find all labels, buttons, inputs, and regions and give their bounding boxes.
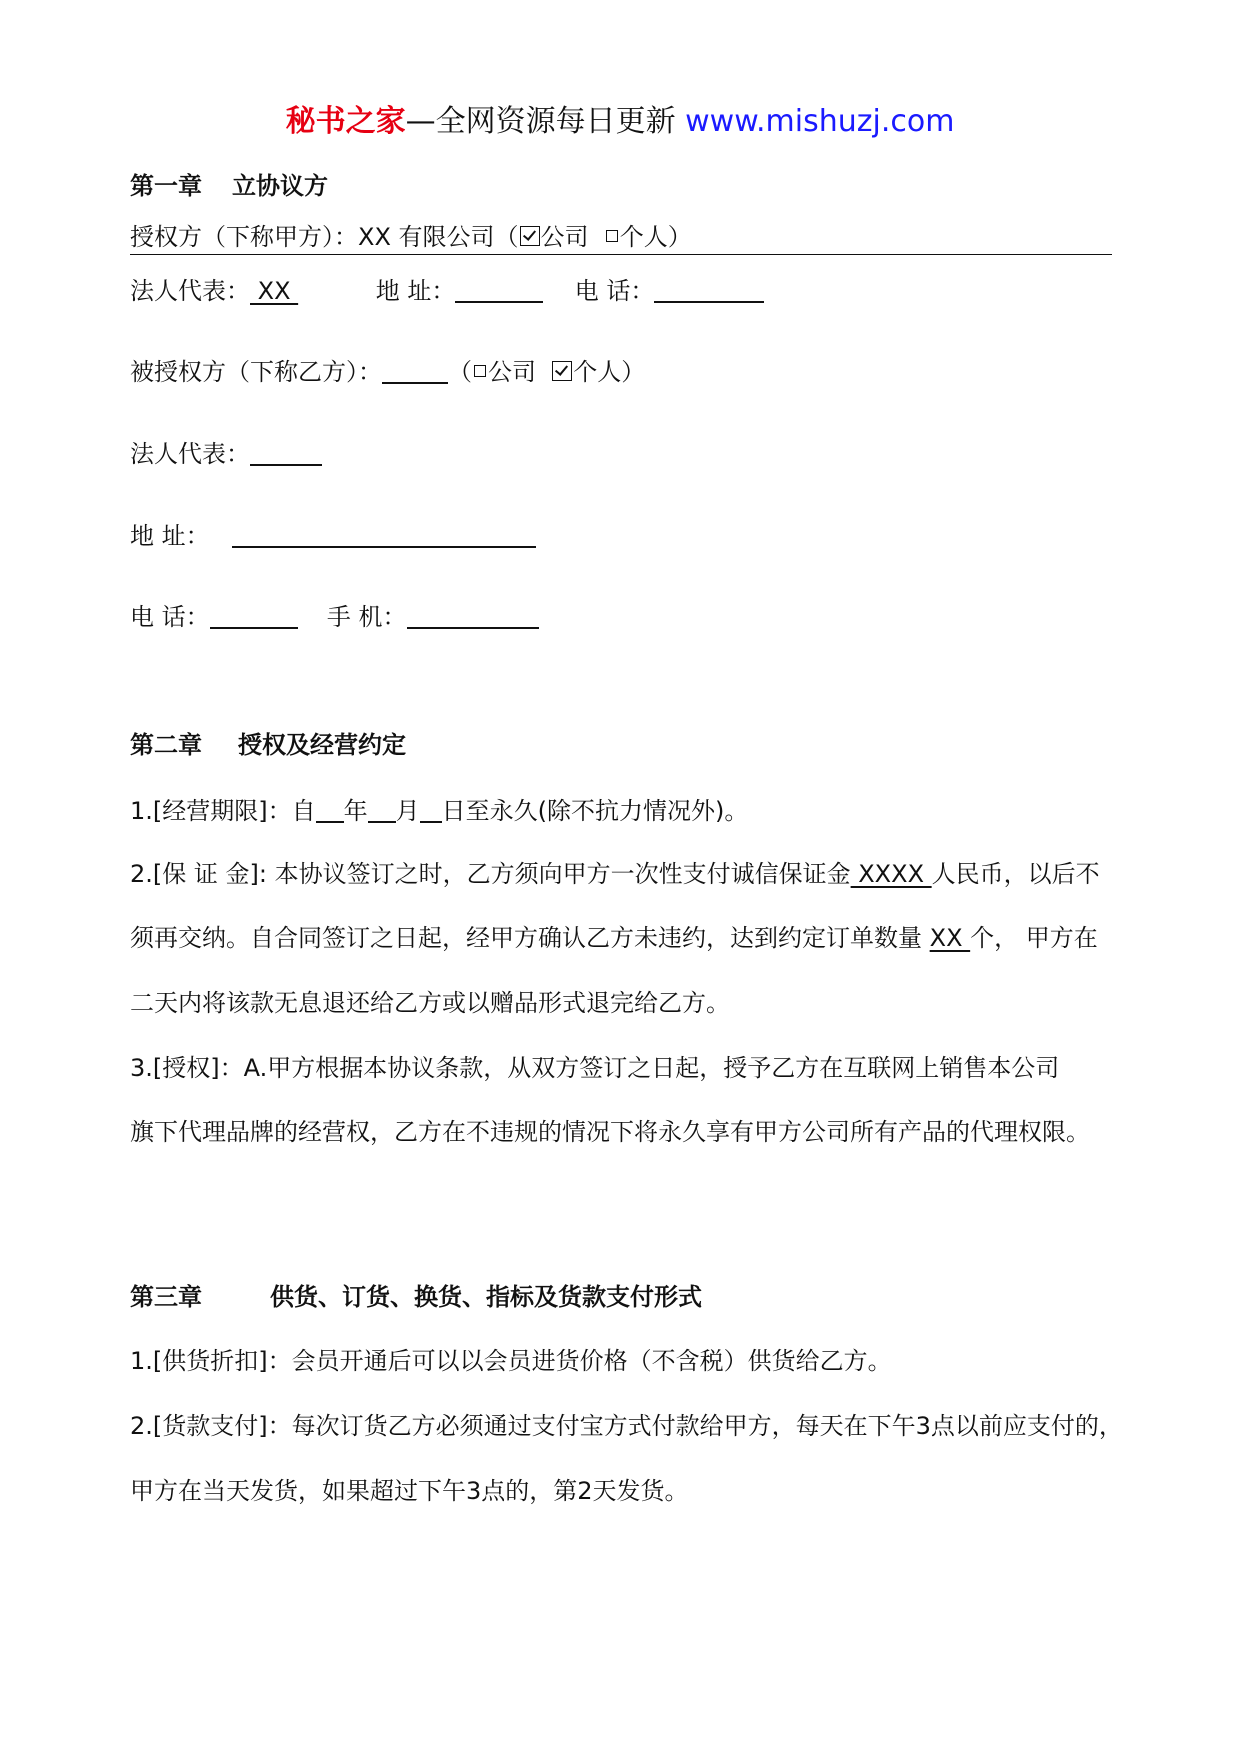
b-legal-rep-blank [250,440,322,466]
b-phone-blank [210,603,298,629]
chapter-1-heading [130,170,328,202]
chapter-2-item-3-line-1: 3.[授权]：A.甲方根据本协议条款，从双方签订之日起，授予乙方在互联网上销售本公司 [130,1054,1060,1082]
unchecked-box-icon [606,230,618,242]
chapter-2-item-2-line-2 [130,922,1098,954]
party-a-person-option: 个人） [619,223,692,251]
b-address-label: 地 址： [130,522,210,550]
legal-rep-label: 法人代表： [130,277,250,305]
phone-blank [654,277,764,303]
address-label: 地 址： [375,277,456,305]
chapter-2-heading [130,729,406,761]
party-a-details-line [130,273,764,307]
divider-line [130,254,1112,255]
address-blank [455,277,543,303]
chapter-3-item-2-line-1: 2.[货款支付]：每次订货乙方必须通过支付宝方式付款给甲方，每天在下午3点以前应支付的， [130,1412,1123,1440]
deposit-text: 2.[保 证 金]: 本协议签订之时，乙方须向甲方一次性支付诚信保证金 [130,860,851,888]
chapter-3-item-2-line-2: 甲方在当天发货，如果超过下午3点的，第2天发货。 [130,1477,689,1505]
party-b-blank [382,358,448,384]
chapter-3-heading [130,1281,702,1313]
chapter-2-item-2-line-3: 二天内将该款无息退还给乙方或以赠品形式退完给乙方。 [130,989,730,1017]
day-blank [420,797,442,823]
unchecked-box-icon [474,365,486,377]
chapter-2-item-2-line-1 [130,858,1100,890]
party-b-legal-rep-line [130,436,322,470]
order-quantity: XX [929,924,971,952]
party-b-person-option: 个人） [573,358,646,386]
checked-box-icon [552,361,572,381]
party-a-line [130,221,692,253]
chapter-1-number: 第一章 [130,172,202,200]
phone-label: 电 话： [574,277,655,305]
month-label: 月 [395,797,420,825]
chapter-1-title: 立协议方 [232,172,328,200]
b-address-blank [232,522,536,548]
deposit-refund-tail: 个， 甲方在 [970,924,1098,952]
party-b-phone-line [130,599,539,633]
chapter-2-item-3-line-2: 旗下代理品牌的经营权，乙方在不违规的情况下将永久享有甲方公司所有产品的代理权限。 [130,1118,1090,1146]
year-label: 年 [343,797,368,825]
b-mobile-label: 手 机： [326,603,407,631]
term-label: 1.[经营期限]：自 [130,797,316,825]
chapter-3-number: 第三章 [130,1283,202,1311]
chapter-3-title: 供货、订货、换货、指标及货款支付形式 [270,1283,702,1311]
brand-name: 秘书之家 [285,104,406,139]
chapter-2-title: 授权及经营约定 [238,731,406,759]
site-url-link[interactable]: www.mishuzj.com [685,104,955,139]
deposit-amount: XXXX [850,860,932,888]
chapter-2-number: 第二章 [130,731,202,759]
chapter-2-item-1 [130,793,748,827]
b-phone-label: 电 话： [130,603,210,631]
b-mobile-blank [407,603,539,629]
chapter-3-item-1: 1.[供货折扣]：会员开通后可以以会员进货价格（不含税）供货给乙方。 [130,1347,892,1375]
header-slogan: —全网资源每日更新 [405,104,686,139]
legal-rep-value: XX [250,277,299,305]
year-blank [316,797,344,823]
party-b-paren: （ [448,358,472,386]
party-b-address-line [130,518,536,552]
site-header [0,102,1240,142]
b-legal-rep-label: 法人代表： [130,440,250,468]
deposit-refund-text: 须再交纳。自合同签订之日起，经甲方确认乙方未违约，达到约定订单数量 [130,924,930,952]
month-blank [368,797,396,823]
deposit-text-tail: 人民币，以后不 [931,860,1100,888]
party-a-company-option: 公司 [540,223,589,251]
party-b-company-option: 公司 [488,358,536,386]
party-b-label: 被授权方（下称乙方）： [130,358,382,386]
party-a-label: 授权方（下称甲方）：XX 有限公司（ [130,223,519,251]
party-b-line [130,354,645,388]
term-tail: 日至永久(除不抗力情况外)。 [441,797,749,825]
checked-box-icon [520,226,540,246]
